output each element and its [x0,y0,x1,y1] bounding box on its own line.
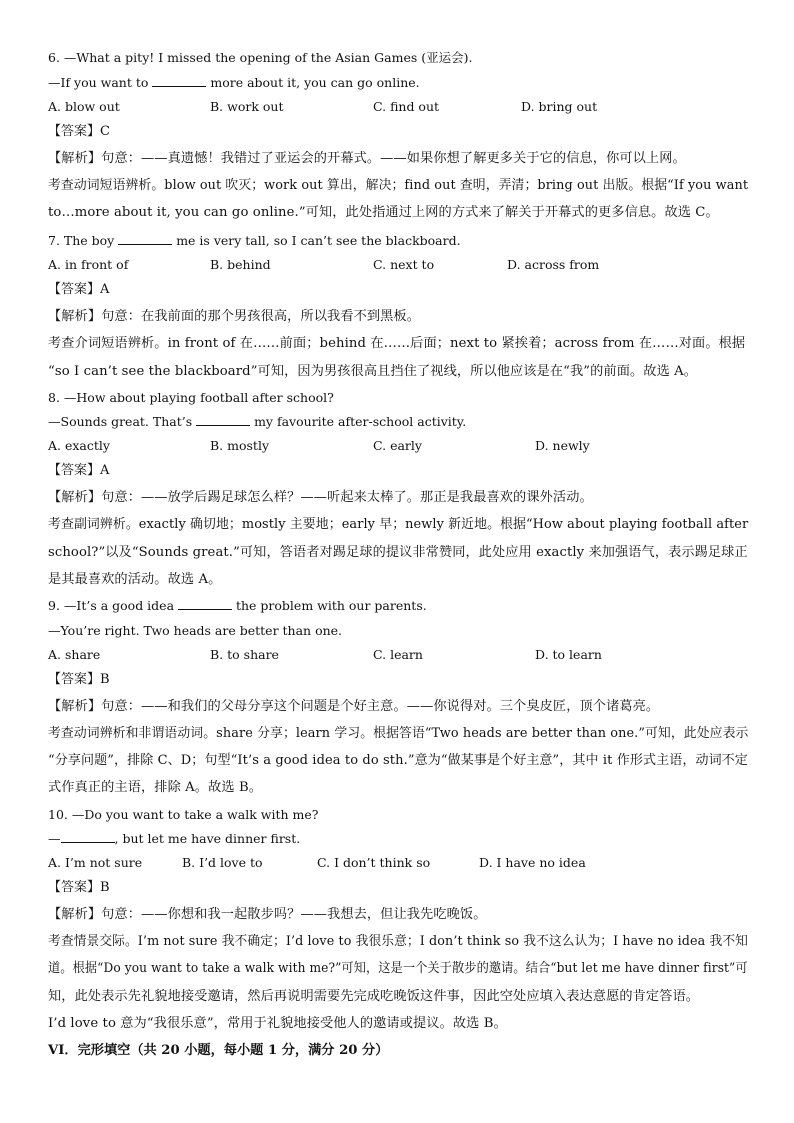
q10-analysis-line: 道。根据“Do you want to take a walk with me?”可知，这是一个关于散步的邀请。结合“but let me have dinner first”可 [48,961,748,976]
answer-blank [152,75,206,87]
q8-reply-after: my favourite after-school activity. [250,414,467,429]
q6-stem: 6. —What a pity! I missed the opening of the Asian Games (亚运会). [48,50,473,65]
section-heading: VI．完形填空（共 20 小题，每小题 1 分，满分 20 分） [48,1043,389,1058]
q9-stem-after: the problem with our parents. [232,598,427,613]
q8-reply [48,414,466,430]
q10-option-b: B. I’d love to [182,855,263,870]
q10-option-a: A. I’m not sure [48,855,143,870]
answer-blank [61,831,115,843]
q6-answer: 【答案】C [48,124,110,139]
q10-analysis-line: 知，此处表示先礼貌地接受邀请，然后再说明需要先完成吃晚饭这件事，因此空处应填入表达意愿的肯定答语。 [48,989,700,1004]
q10-reply-before: — [48,831,61,846]
q9-analysis-line: 式作真正的主语，排除 A。故选 B。 [48,780,263,795]
q8-analysis-line: 【解析】句意：——放学后踢足球怎么样？——听起来太棒了。那正是我最喜欢的课外活动。 [48,490,593,505]
q9-reply: —You’re right. Two heads are better than one. [48,623,343,638]
q7-stem-after: me is very tall, so I can’t see the blackboard. [172,233,461,248]
q7-option-b: B. behind [210,257,271,272]
q7-option-c: C. next to [373,257,435,272]
q6-analysis-line: to…more about it, you can go online.”可知，此处指通过上网的方式来了解关于开幕式的更多信息。故选 C。 [48,205,719,220]
q6-option-a: A. blow out [48,99,120,114]
q9-option-d: D. to learn [535,647,602,662]
q7-analysis-line: “so I can’t see the blackboard”可知，因为男孩很高且挡住了视线，所以他应该是在“我”的前面。故选 A。 [48,364,698,379]
q9-analysis-line: 考查动词辨析和非谓语动词。share 分享；learn 学习。根据答语“Two heads are better than one.”可知，此处应表示 [48,726,749,741]
q7-option-a: A. in front of [48,257,129,272]
q10-answer: 【答案】B [48,880,110,895]
q7-option-d: D. across from [507,257,600,272]
q10-option-d: D. I have no idea [479,855,586,870]
q7-stem [48,233,461,249]
answer-blank [196,414,250,426]
q9-option-b: B. to share [210,647,279,662]
q7-analysis-line: 【解析】句意：在我前面的那个男孩很高，所以我看不到黑板。 [48,309,421,324]
q8-analysis-line: 是其最喜欢的活动。故选 A。 [48,572,222,587]
q8-analysis-line: school?”以及“Sounds great.”可知，答语者对踢足球的提议非常赞同，此处应用 exactly 来加强语气，表示踢足球正 [48,545,748,560]
q8-analysis-line: 考查副词辨析。exactly 确切地；mostly 主要地；early 早；newly 新近地。根据“How about playing football after [48,517,749,532]
q7-analysis-line: 考查介词短语辨析。in front of 在……前面；behind 在……后面；next to 紧挨着；across from 在……对面。根据 [48,336,746,351]
q8-option-b: B. mostly [210,438,270,453]
q10-reply-after: , but let me have dinner first. [114,831,301,846]
q6-option-c: C. find out [373,99,440,114]
q9-option-a: A. share [48,647,101,662]
q9-stem-before: 9. —It’s a good idea [48,598,178,613]
q10-analysis-line: 【解析】句意：——你想和我一起散步吗？——我想去，但让我先吃晚饭。 [48,907,487,922]
q8-answer: 【答案】A [48,463,110,478]
q8-option-c: C. early [373,438,422,453]
q6-analysis-line: 【解析】句意：——真遗憾！我错过了亚运会的开幕式。——如果你想了解更多关于它的信息，你可以上网。 [48,151,686,166]
q6-reply-after: more about it, you can go online. [206,75,420,90]
q7-stem-before: 7. The boy [48,233,119,248]
q9-answer: 【答案】B [48,672,110,687]
q9-analysis-line: “分享问题”，排除 C、D；句型“It’s a good idea to do sth.”意为“做某事是个好主意”，其中 it 作形式主语，动词不定 [48,753,748,768]
q6-reply [48,75,420,91]
q8-stem: 8. —How about playing football after school? [48,390,334,405]
q10-option-c: C. I don’t think so [317,855,431,870]
answer-blank [118,233,172,245]
q10-reply [48,831,300,847]
q9-stem [48,598,427,614]
answer-blank [178,598,232,610]
q6-analysis-line: 考查动词短语辨析。blow out 吹灭；work out 算出，解决；find out 查明，弄清；bring out 出版。根据“If you want [48,178,749,193]
q9-analysis-line: 【解析】句意：——和我们的父母分享这个问题是个好主意。——你说得对。三个臭皮匠，顶个诸葛亮。 [48,699,660,714]
q10-analysis-line: 考查情景交际。I’m not sure 我不确定；I’d love to 我很乐意；I don’t think so 我不这么认为；I have no idea 我不知 [48,934,749,949]
q6-option-d: D. bring out [521,99,598,114]
q10-analysis-line: I’d love to 意为“我很乐意”，常用于礼貌地接受他人的邀请或提议。故选 B。 [48,1016,507,1031]
q8-option-a: A. exactly [48,438,110,453]
q9-option-c: C. learn [373,647,423,662]
q7-answer: 【答案】A [48,282,110,297]
q8-reply-before: —Sounds great. That’s [48,414,197,429]
q10-stem: 10. —Do you want to take a walk with me? [48,807,319,822]
q6-reply-before: —If you want to [48,75,153,90]
q8-option-d: D. newly [535,438,590,453]
q6-option-b: B. work out [210,99,284,114]
